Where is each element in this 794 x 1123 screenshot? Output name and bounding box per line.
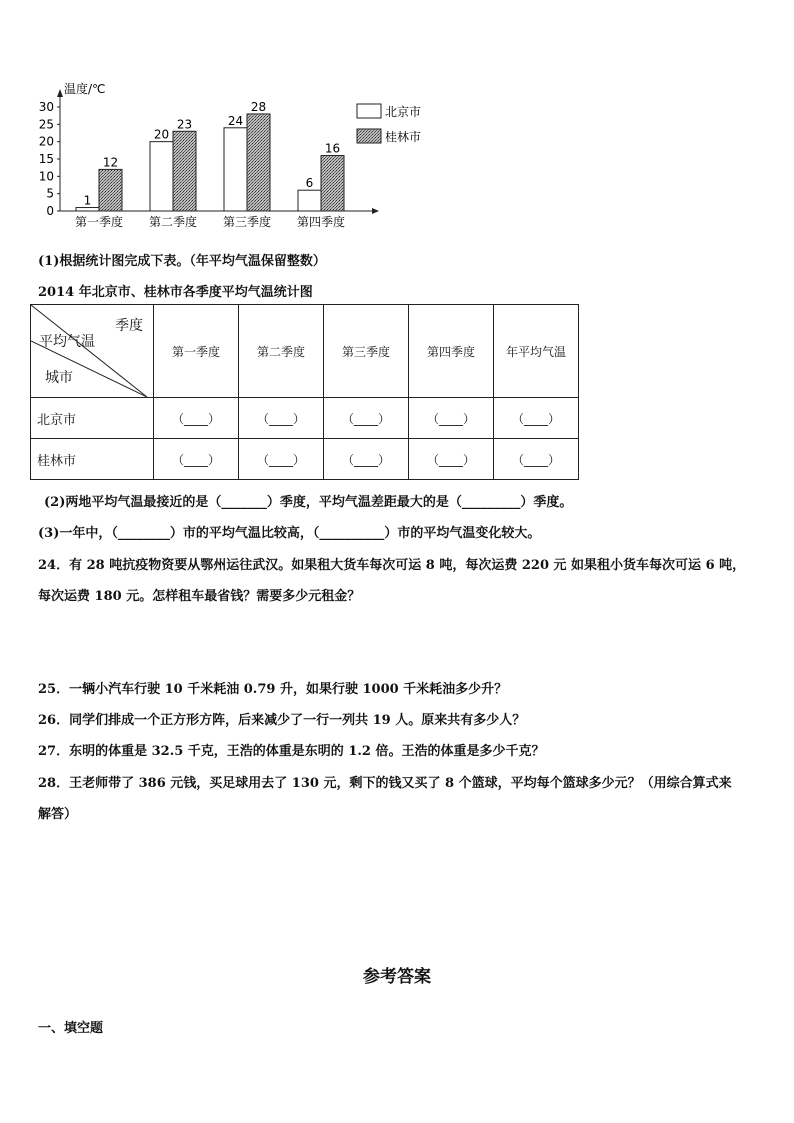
category-label: 第四季度	[296, 215, 346, 229]
bar-beijing	[76, 208, 99, 211]
corner-label-season: 季度	[115, 318, 143, 334]
table-header-row	[31, 305, 579, 398]
table-title: 2014 年北京市、桂林市各季度平均气温统计图	[38, 285, 313, 300]
y-tick-label: 20	[38, 134, 54, 149]
question-3: (3)一年中，（________）市的平均气温比较高，（__________）市的平均气温变化较大。	[38, 526, 541, 541]
answer-blank: （____）	[409, 398, 494, 439]
answer-blank: （____）	[154, 398, 239, 439]
column-header: 第四季度	[409, 305, 494, 398]
category-label: 第二季度	[148, 215, 198, 229]
y-axis-label: 温度/℃	[64, 82, 106, 96]
question-1: (1)根据统计图完成下表。（年平均气温保留整数）	[38, 254, 326, 269]
problem-26: 26．同学们排成一个正方形方阵，后来减少了一行一列共 19 人。原来共有多少人？	[38, 713, 526, 728]
answers-title: 参考答案	[363, 967, 431, 987]
row-label: 北京市	[31, 398, 154, 439]
problem-27: 27．东明的体重是 32.5 千克，王浩的体重是东明的 1.2 倍。王浩的体重是多少千克？	[38, 744, 545, 759]
bar-beijing	[298, 190, 321, 211]
answer-blank: （____）	[409, 439, 494, 480]
answer-blank: （____）	[239, 398, 324, 439]
bar-guilin	[173, 131, 196, 211]
y-axis-arrow	[57, 89, 63, 97]
y-tick-label: 0	[46, 204, 54, 218]
bar-beijing	[150, 142, 173, 211]
y-tick-label: 5	[46, 186, 54, 201]
legend-swatch	[357, 104, 381, 118]
data-label: 16	[324, 141, 341, 156]
question-2: (2)两地平均气温最接近的是（_______）季度，平均气温差距最大的是（_________）季度。	[44, 495, 573, 510]
answer-blank: （____）	[324, 439, 409, 480]
column-header: 第一季度	[154, 305, 239, 398]
y-tick-label: 25	[38, 117, 54, 132]
y-tick-label: 30	[38, 100, 54, 114]
legend-label: 桂林市	[385, 130, 422, 144]
problem-28-line-2: 解答）	[38, 807, 78, 822]
problem-28-line-1: 28．王老师带了 386 元钱，买足球用去了 130 元，剩下的钱又买了 8 个篮球，平均每个篮球多少元？（用综合算式来	[38, 776, 732, 791]
data-label: 23	[176, 117, 193, 132]
data-label: 12	[102, 155, 119, 170]
data-label: 1	[83, 193, 92, 208]
bar-guilin	[321, 156, 344, 211]
data-label: 24	[227, 113, 244, 128]
legend-swatch	[357, 129, 381, 143]
category-label: 第三季度	[222, 215, 272, 229]
answer-blank: （____）	[154, 439, 239, 480]
legend-label: 北京市	[385, 105, 422, 119]
data-label: 20	[153, 127, 170, 142]
bar-beijing	[224, 128, 247, 211]
bar-guilin	[247, 114, 270, 211]
table-row	[31, 439, 579, 480]
answer-blank: （____）	[324, 398, 409, 439]
corner-label-temp: 平均气温	[39, 334, 95, 350]
corner-label-city: 城市	[45, 370, 73, 386]
temperature-table	[30, 304, 579, 480]
data-label: 6	[305, 176, 314, 191]
column-header: 第三季度	[324, 305, 409, 398]
problem-25: 25．一辆小汽车行驶 10 千米耗油 0.79 升，如果行驶 1000 千米耗油多少升？	[38, 682, 508, 697]
section-heading: 一、填空题	[38, 1021, 104, 1036]
temperature-bar-chart	[30, 80, 450, 230]
category-label: 第一季度	[74, 215, 124, 229]
y-tick-label: 15	[38, 152, 54, 166]
y-tick-label: 10	[38, 169, 54, 184]
data-label: 28	[250, 99, 267, 114]
x-axis-arrow	[372, 208, 379, 214]
table-row	[31, 398, 579, 439]
corner-cell	[31, 305, 154, 398]
answer-blank: （____）	[239, 439, 324, 480]
problem-24-line-2: 每次运费 180 元。怎样租车最省钱？需要多少元租金？	[38, 589, 361, 604]
answer-blank: （____）	[494, 398, 579, 439]
column-header: 年平均气温	[494, 305, 579, 398]
row-label: 桂林市	[31, 439, 154, 480]
bar-guilin	[99, 169, 122, 211]
answer-blank: （____）	[494, 439, 579, 480]
column-header: 第二季度	[239, 305, 324, 398]
problem-24-line-1: 24．有 28 吨抗疫物资要从鄂州运往武汉。如果租大货车每次可运 8 吨，每次运费 220 元 如果租小货车每次可运 6 吨，	[38, 558, 746, 573]
